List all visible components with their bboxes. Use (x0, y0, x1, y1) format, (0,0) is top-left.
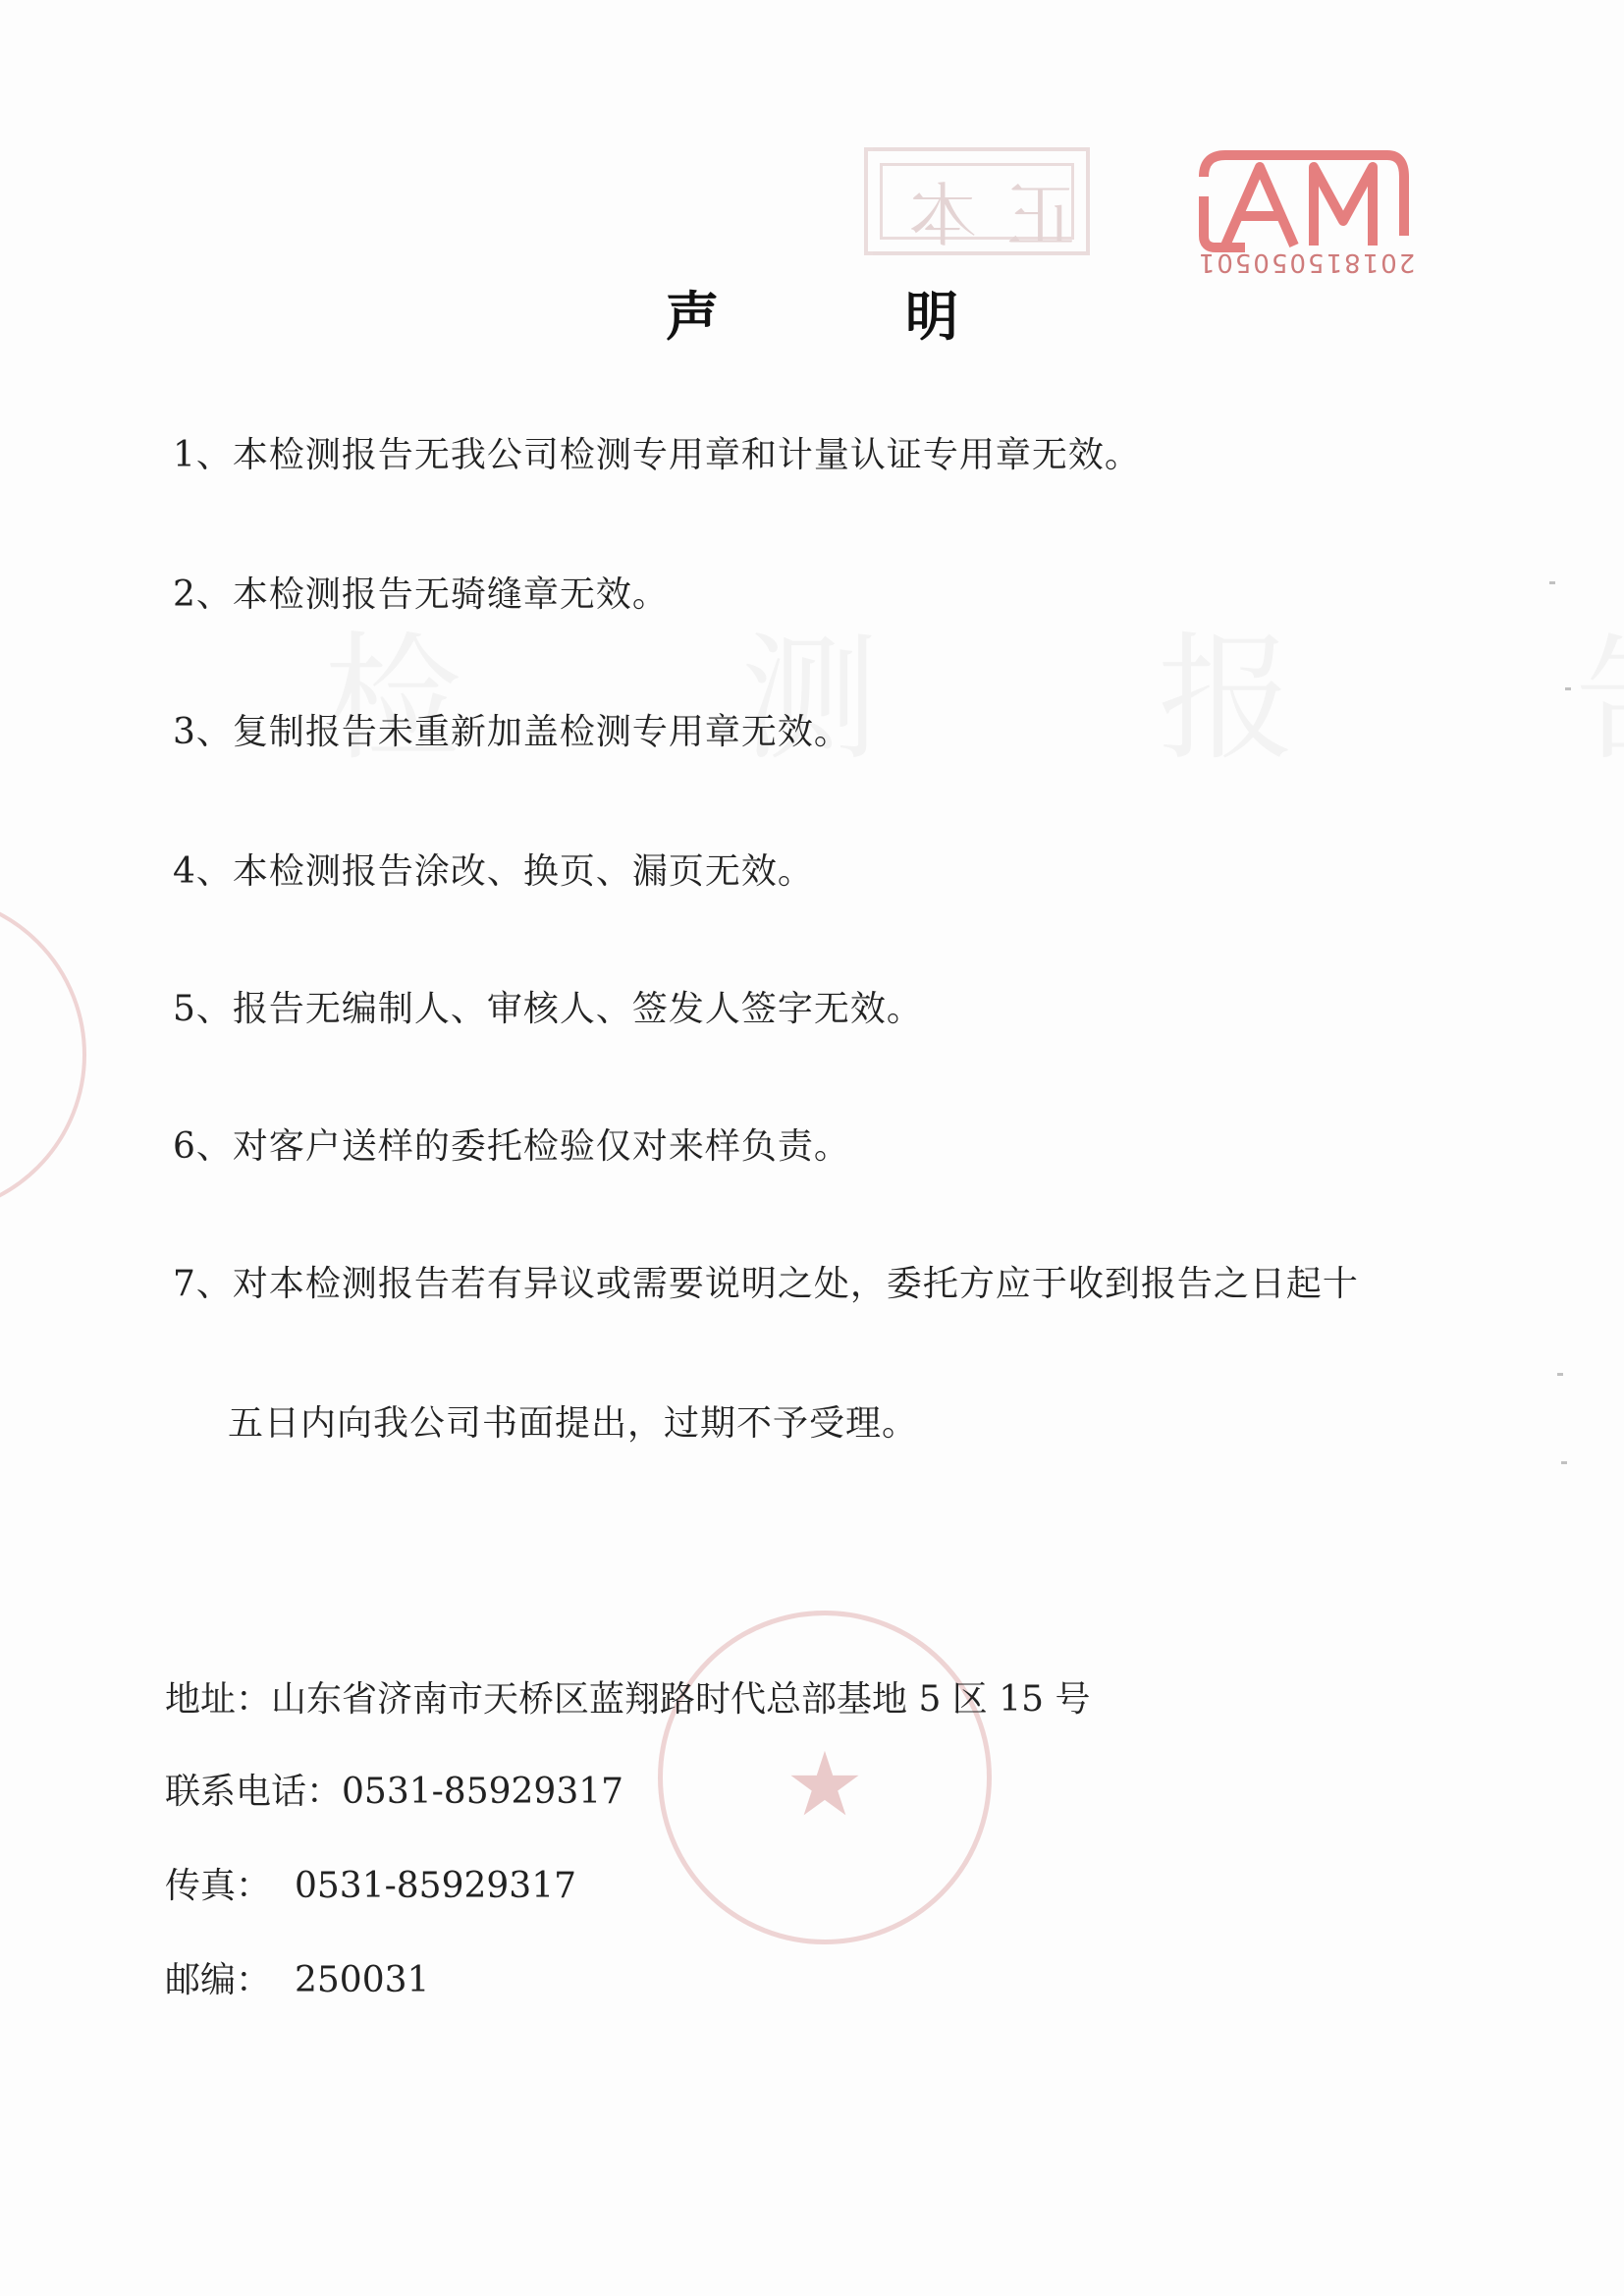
company-seal (658, 1611, 992, 1944)
scan-speck (1561, 1461, 1567, 1464)
phone-value: 0531-85929317 (342, 1772, 624, 1812)
phone-label: 联系电话： (165, 1772, 343, 1812)
seal-star-icon: ★ (785, 1733, 865, 1836)
clause-5: 5、报告无编制人、审核人、签发人签字无效。 (173, 989, 923, 1029)
clause-7-continued: 五日内向我公司书面提出，过期不予受理。 (228, 1403, 919, 1444)
original-copy-stamp (864, 147, 1090, 255)
clause-3: 3、复制报告未重新加盖检测专用章无效。 (173, 712, 850, 752)
postcode-line (165, 1952, 429, 2002)
clause-6: 6、对客户送样的委托检验仅对来样负责。 (173, 1126, 850, 1167)
clause-4: 4、本检测报告涂改、换页、漏页无效。 (173, 851, 814, 892)
scan-speck (1549, 581, 1555, 584)
fax-line (165, 1858, 576, 1908)
fax-label: 传真： (165, 1866, 272, 1906)
original-copy-stamp-text: 正本 (879, 176, 1075, 256)
scan-speck (1557, 1373, 1563, 1376)
postcode-label: 邮编： (165, 1960, 272, 2000)
address-label: 地址： (165, 1679, 272, 1720)
phone-line (165, 1764, 623, 1814)
scan-speck (1565, 687, 1571, 690)
clause-7: 7、对本检测报告若有异议或需要说明之处，委托方应于收到报告之日起十 (173, 1264, 1359, 1304)
postcode-value: 250031 (295, 1960, 430, 2000)
address-line (165, 1671, 1091, 1722)
address-value: 山东省济南市天桥区蓝翔路时代总部基地 5 区 15 号 (271, 1679, 1091, 1720)
page-title: 声明 (666, 286, 1145, 348)
seam-seal (0, 894, 86, 1216)
ma-certificate-number: 201815050501 (1196, 247, 1416, 277)
clause-2: 2、本检测报告无骑缝章无效。 (173, 574, 669, 615)
bleed-through-text (324, 589, 1624, 787)
fax-value: 0531-85929317 (295, 1866, 577, 1906)
clause-1: 1、本检测报告无我公司检测专用章和计量认证专用章无效。 (173, 435, 1141, 475)
